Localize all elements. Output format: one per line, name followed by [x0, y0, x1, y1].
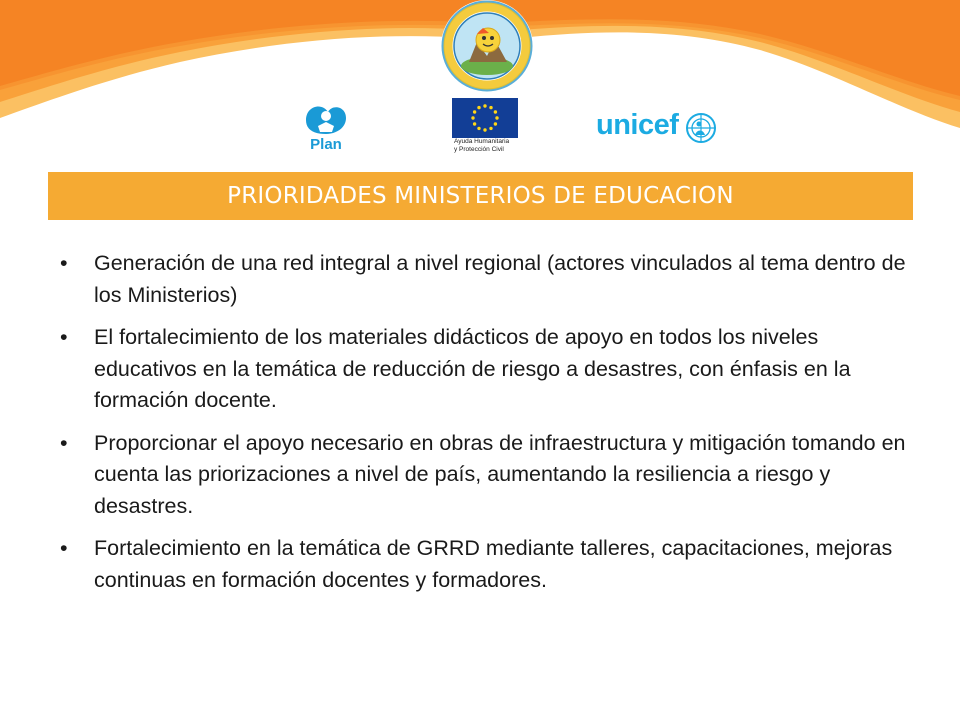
bullet-item [60, 428, 920, 523]
title-bar [48, 172, 913, 220]
eu-caption-line1: Ayuda Humanitaria [454, 138, 510, 145]
bullet-list [60, 248, 920, 607]
eu-humanitarian-logo [452, 98, 528, 160]
bullet-mark: • [60, 251, 68, 275]
eu-caption-line2: y Protección Civil [454, 146, 504, 153]
unicef-globe-icon [684, 111, 718, 145]
bullet-mark: • [60, 430, 68, 455]
eu-logo-caption [452, 138, 530, 154]
unicef-logo [596, 108, 726, 148]
bullet-text: Generación de una red integral a nivel regional (actores vinculados al tema dentro de los Ministerios) [94, 251, 906, 307]
plan-figure-icon [296, 100, 356, 140]
campaign-logo [437, 0, 537, 94]
plan-logo [296, 100, 356, 156]
bullet-text: Proporcionar el apoyo necesario en obras de infraestructura y mitigación tomando en cuenta las priorizaciones a nivel de país, aumentando la resiliencia a riesgo y desastres. [94, 430, 906, 518]
bullet-text: El fortalecimiento de los materiales didácticos de apoyo en todos los niveles educativos en la temática de reducción de riesgo a desastres, con énfasis en la formación docente. [94, 325, 851, 412]
bullet-item [60, 322, 920, 417]
bullet-item [60, 248, 920, 311]
bullet-mark: • [60, 325, 68, 349]
eu-flag-icon [452, 98, 518, 138]
slide-title: PRIORIDADES MINISTERIOS DE EDUCACION [227, 183, 734, 209]
bullet-mark: • [60, 536, 68, 560]
plan-logo-text: Plan [310, 136, 342, 153]
unicef-logo-text: unicef [596, 109, 679, 141]
bullet-item [60, 533, 920, 596]
bullet-text: Fortalecimiento en la temática de GRRD mediante talleres, capacitaciones, mejoras continuas en formación docentes y formadores. [94, 536, 893, 592]
